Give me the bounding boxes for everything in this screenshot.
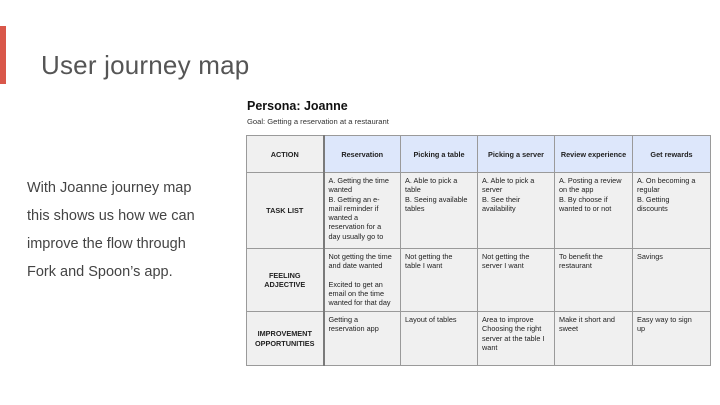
journey-map-table — [246, 135, 711, 366]
table-cell: Not getting the time and date wanted Excited to get an email on the time wanted for that day — [324, 249, 401, 312]
stage-header-review-experience: Review experience — [555, 136, 633, 173]
table-cell: Area to improve Choosing the right server at the table I want — [478, 312, 555, 366]
intro-line: Fork and Spoon’s app. — [27, 264, 173, 280]
stage-header-picking-table: Picking a table — [401, 136, 478, 173]
action-header: ACTION — [247, 136, 324, 173]
table-cell: A. Able to pick a server B. See their availability — [478, 173, 555, 249]
slide-title: User journey map — [41, 50, 250, 80]
table-row-feeling-adjective — [247, 249, 711, 312]
intro-line: improve the flow through — [27, 236, 186, 252]
table-cell: Not getting the server I want — [478, 249, 555, 312]
table-cell: Savings — [633, 249, 711, 312]
table-cell: A. Getting the time wanted B. Getting an e- mail reminder if wanted a reservation for a day usually go to — [324, 173, 401, 249]
table-cell: A. On becoming a regular B. Getting discounts — [633, 173, 711, 249]
table-cell: Make it short and sweet — [555, 312, 633, 366]
table-cell: Easy way to sign up — [633, 312, 711, 366]
intro-line: With Joanne journey map — [27, 180, 192, 196]
row-label-improvement-opportunities: IMPROVEMENT OPPORTUNITIES — [247, 312, 324, 366]
stage-header-reservation: Reservation — [324, 136, 401, 173]
row-label-feeling-adjective: FEELING ADJECTIVE — [247, 249, 324, 312]
table-cell: A. Able to pick a table B. Seeing available tables — [401, 173, 478, 249]
table-row-task-list — [247, 173, 711, 249]
stage-header-picking-server: Picking a server — [478, 136, 555, 173]
table-cell: A. Posting a review on the app B. By choose if wanted to or not — [555, 173, 633, 249]
persona-goal: Goal: Getting a reservation at a restaurant — [247, 117, 389, 126]
table-header-row — [247, 136, 711, 173]
row-label-task-list: TASK LIST — [247, 173, 324, 249]
table-cell: Getting a reservation app — [324, 312, 401, 366]
table-cell: To benefit the restaurant — [555, 249, 633, 312]
accent-bar — [0, 26, 6, 84]
intro-line: this shows us how we can — [27, 208, 195, 224]
table-row-improvement-opportunities — [247, 312, 711, 366]
intro-text — [27, 174, 227, 286]
table-cell: Layout of tables — [401, 312, 478, 366]
stage-header-get-rewards: Get rewards — [633, 136, 711, 173]
table-cell: Not getting the table I want — [401, 249, 478, 312]
persona-title: Persona: Joanne — [247, 99, 348, 113]
